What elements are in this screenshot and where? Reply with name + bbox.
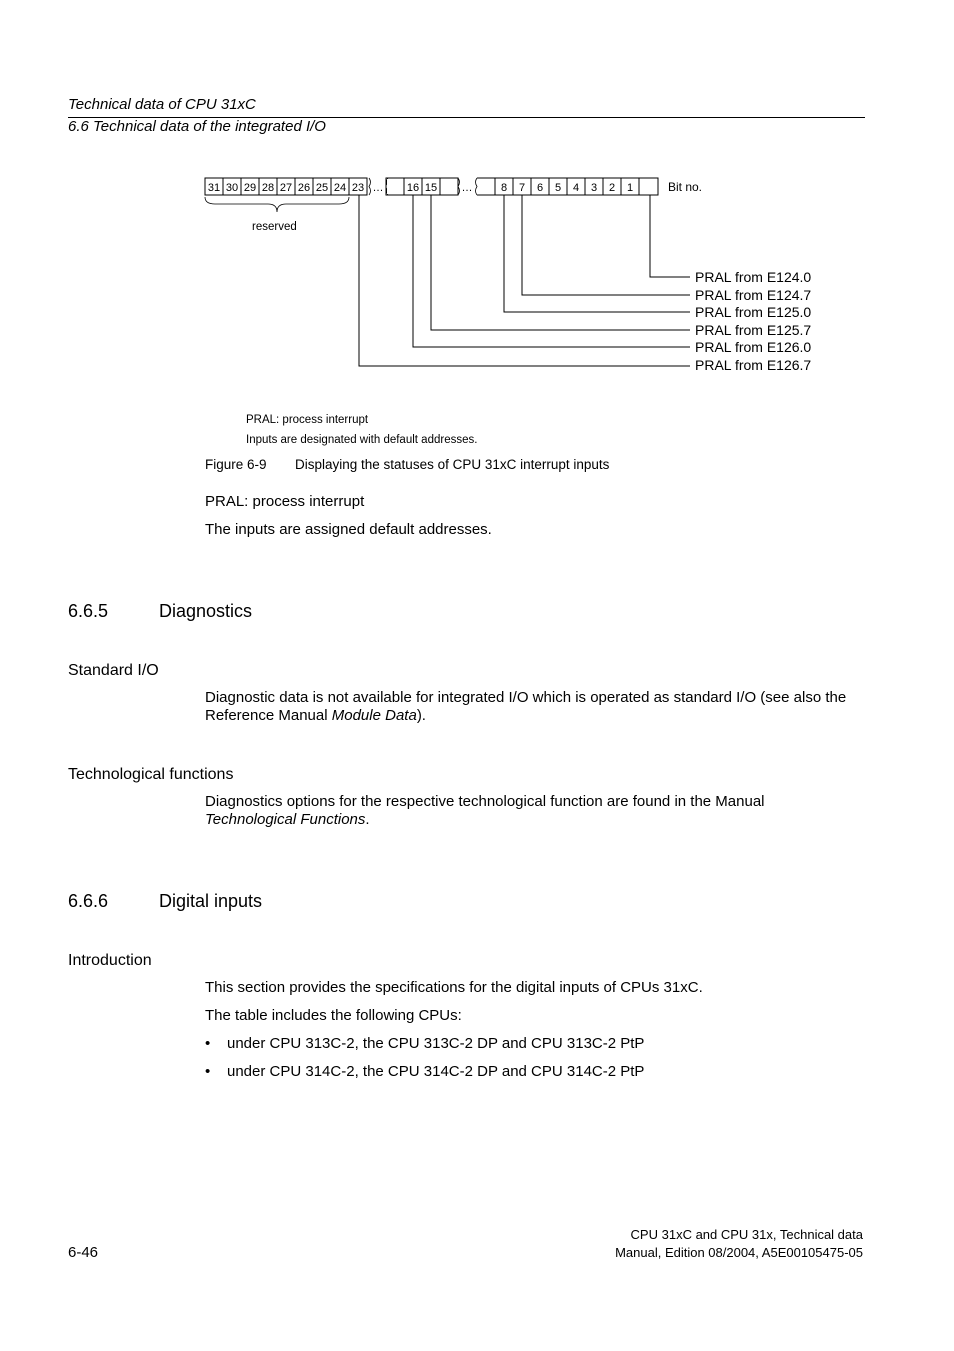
section-title-digital-inputs: Digital inputs bbox=[159, 891, 263, 911]
ellipsis-2: … bbox=[461, 182, 473, 194]
default-address-note: The inputs are assigned default addresses. bbox=[205, 521, 492, 538]
connector-lines bbox=[359, 195, 690, 366]
introduction-paragraph-2: The table includes the following CPUs: bbox=[205, 1007, 462, 1024]
footer-manual-title: CPU 31xC and CPU 31x, Technical data bbox=[630, 1227, 863, 1242]
pral-label: PRAL from E124.0 bbox=[695, 269, 812, 285]
heading-technological-functions: Technological functions bbox=[68, 766, 234, 783]
bit-label: 7 bbox=[518, 182, 526, 194]
pral-definition: PRAL: process interrupt bbox=[205, 493, 365, 510]
bit-label: 5 bbox=[554, 182, 562, 194]
bit-label: 16 bbox=[406, 182, 420, 194]
tech-functions-paragraph bbox=[205, 793, 845, 829]
interrupt-status-diagram bbox=[0, 0, 954, 460]
bit-label: 27 bbox=[279, 182, 293, 194]
figure-note-pral: PRAL: process interrupt bbox=[246, 414, 369, 426]
tech-functions-ref: Technological Functions bbox=[205, 811, 366, 828]
tech-functions-text-end: . bbox=[365, 811, 370, 828]
running-header-chapter: Technical data of CPU 31xC bbox=[68, 96, 256, 113]
bit-label: 29 bbox=[243, 182, 257, 194]
figure-caption-text: Displaying the statuses of CPU 31xC interrupt inputs bbox=[295, 457, 610, 472]
bullet-icon: • bbox=[205, 1063, 211, 1080]
module-data-ref: Module Data bbox=[331, 707, 417, 724]
bit-label: 15 bbox=[424, 182, 438, 194]
pral-label: PRAL from E124.7 bbox=[695, 287, 812, 303]
bit-label: 4 bbox=[572, 182, 580, 194]
pral-label: PRAL from E126.7 bbox=[695, 357, 812, 373]
footer-page-number: 6-46 bbox=[68, 1244, 99, 1261]
bit-label: 25 bbox=[315, 182, 329, 194]
figure-note-inputs: Inputs are designated with default addresses. bbox=[246, 434, 478, 446]
bit-label: 2 bbox=[608, 182, 616, 194]
pral-label: PRAL from E125.0 bbox=[695, 304, 812, 320]
figure-caption-number: Figure 6-9 bbox=[205, 457, 267, 472]
bit-label: 6 bbox=[536, 182, 544, 194]
pral-label: PRAL from E126.0 bbox=[695, 339, 812, 355]
pral-label: PRAL from E125.7 bbox=[695, 322, 812, 338]
section-number-666: 6.6.6 bbox=[68, 891, 109, 911]
bit-no-label: Bit no. bbox=[668, 180, 703, 194]
ellipsis-1: … bbox=[372, 182, 384, 194]
bit-label: 8 bbox=[500, 182, 508, 194]
standard-io-paragraph bbox=[205, 689, 870, 725]
section-title-diagnostics: Diagnostics bbox=[159, 601, 253, 621]
footer-manual-edition: Manual, Edition 08/2004, A5E00105475-05 bbox=[615, 1245, 863, 1260]
list-item: under CPU 313C-2, the CPU 313C-2 DP and CPU 313C-2 PtP bbox=[227, 1035, 645, 1052]
section-number-665: 6.6.5 bbox=[68, 601, 109, 621]
reserved-brace bbox=[205, 197, 349, 212]
heading-introduction: Introduction bbox=[68, 952, 152, 969]
bit-label: 3 bbox=[590, 182, 598, 194]
bit-label: 28 bbox=[261, 182, 275, 194]
standard-io-text-end: ). bbox=[416, 707, 426, 724]
bit-label: 1 bbox=[626, 182, 634, 194]
bit-label: 23 bbox=[351, 182, 365, 194]
list-item: under CPU 314C-2, the CPU 314C-2 DP and CPU 314C-2 PtP bbox=[227, 1063, 645, 1080]
reserved-label: reserved bbox=[252, 221, 297, 233]
introduction-paragraph-1: This section provides the specifications for the digital inputs of CPUs 31xC. bbox=[205, 979, 703, 996]
bit-label: 24 bbox=[333, 182, 347, 194]
heading-standard-io: Standard I/O bbox=[68, 662, 159, 679]
running-header-section: 6.6 Technical data of the integrated I/O bbox=[68, 118, 326, 135]
bullet-icon: • bbox=[205, 1035, 211, 1052]
tech-functions-text: Diagnostics options for the respective technological function are found in the Manual bbox=[205, 793, 765, 810]
bit-label: 26 bbox=[297, 182, 311, 194]
standard-io-text: Diagnostic data is not available for integrated I/O which is operated as standard I/O (see also the Reference Manual bbox=[205, 689, 847, 724]
bit-label: 31 bbox=[207, 182, 221, 194]
bit-label: 30 bbox=[225, 182, 239, 194]
